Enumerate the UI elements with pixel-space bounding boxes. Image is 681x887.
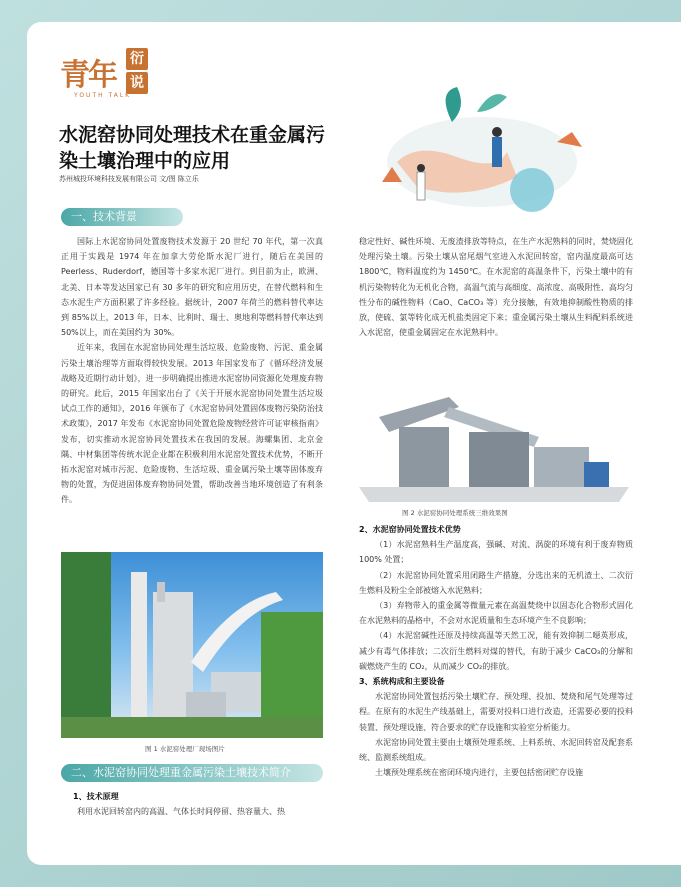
paragraph: 利用水泥回转窑内的高温、气体长时间停留、热容量大、热 [77, 807, 285, 817]
subheading-advantages: 2、水泥窑协同处置技术优势 [359, 525, 461, 534]
figure-2-caption: 图 2 水泥窑协同处理系统三维效果图 [402, 509, 508, 517]
list-item: （2）水泥窑协同处置采用闭路生产措施，分选出来的无机渣土、二次衍生燃料及粉尘全部被熔入水泥熟料； [359, 570, 633, 595]
logo-subtitle: YOUTH TALK [74, 92, 132, 99]
section-1-heading: 一、技术背景 [61, 208, 183, 226]
hero-illustration [357, 82, 607, 222]
paragraph: 土壤预处理系统在密闭环境内进行，主要包括密闭贮存设施 [375, 768, 583, 778]
list-item: （3）弃物带入的重金属等微量元素在高温焚烧中以固态化合物形式固化在水泥熟料的晶格中，不会对水泥质量和生态环境产生不良影响； [359, 601, 633, 626]
plant-3d-diagram [359, 377, 629, 505]
paragraph: 国际上水泥窑协同处置废物技术发源于 20 世纪 70 年代，第一次真正用于实践是 1974 年在加拿大劳伦斯水泥厂进行，随后在美国的 Peerless、Ruderdorf，德国等十多家水泥厂进行。到目前为止，欧洲、北美、日本等发达国家已有 30 多年的研究和应用历史，在替代燃料和生态水泥生产方面积累了许多经验。据统计，2007 年荷兰的燃料替代率达到 85%以上，2013 年，日本、比利时、瑞士、奥地利等燃料替代率达到 50%以上，而在美国约为 30%。 [61, 237, 323, 338]
right-column-body [359, 522, 633, 780]
section-2-heading: 二、水泥窑协同处理重金属污染土壤技术简介 [61, 764, 323, 782]
youth-talk-logo [60, 46, 158, 112]
logo-box-2: 说 [126, 72, 148, 94]
left-column-body [61, 234, 323, 508]
kiln-plant-photo [61, 552, 323, 738]
section-2-body [61, 789, 323, 819]
logo-main-text: 青年 [60, 58, 116, 93]
paragraph: 近年来，我国在水泥窑协同处理生活垃圾、危险废物、污泥、重金属污染土壤治理等方面取得较快发展。2013 年国家发布了《循环经济发展战略及近期行动计划》，进一步明确提出推进水泥窑协同资源化处理废弃物的研究。此后，2015 年国家出台了《关于开展水泥窑协同处置生活垃圾试点工作的通知》，2016 年颁布了《水泥窑协同处置固体废物污染防治技术政策》，2017 年发布《水泥窑协同处置危险废物经营许可证审核指南》发布，切实推动水泥窑协同处置技术在我国的发展。海螺集团、北京金隅、中材集团等传统水泥企业都在积极利用水泥窑处置技术优势，不断开拓水泥窑对城市污泥、危险废物、生活垃圾、重金属污染土壤等固体废弃物的处置，为促进固体废弃物协同处置，帮助改善当地环境创造了有利条件。 [61, 343, 323, 505]
right-column-top [359, 234, 633, 340]
article-title: 水泥窑协同处理技术在重金属污染土壤治理中的应用 [59, 124, 326, 172]
subheading-principle: 1、技术原理 [73, 792, 119, 801]
paragraph: 水泥窑协同处置包括污染土壤贮存、预处理、投加、焚烧和尾气处理等过程。在原有的水泥生产线基础上，需要对投料口进行改造，还需要必要的投料装置、预处理设施、符合要求的贮存设施和实验室分析能力。 [359, 692, 633, 732]
paragraph: 稳定性好、碱性环境、无废渣排放等特点，在生产水泥熟料的同时，焚烧固化处理污染土壤。污染土壤从窑尾烟气室进入水泥回转窑，窑内温度最高可达 1800℃，物料温度约为 1450℃。在水泥窑的高温条件下，污染土壤中的有机污染物转化为无机化合物，高温气流与高细度、高浓度、高吸附性、高均匀性分布的碱性物料（CaO、CaCO₃ 等）充分接触，有效地抑制酸性物质的排放，使硫、氯等转化成无机盐类固定下来；重金属污染土壤从生料配料系统进入水泥窑，使重金属固定在水泥熟料中。 [359, 237, 633, 338]
paragraph: 水泥窑协同处置主要由土壤预处理系统、上料系统、水泥回转窑及配套系统、监测系统组成。 [359, 737, 633, 763]
article-byline: 苏州城投环境科技发展有限公司 文/图 陈立乐 [59, 175, 199, 183]
magazine-page [27, 22, 681, 865]
list-item: （1）水泥窑熟料生产温度高，强碱、对流、涡旋的环境有利于废弃物质 100% 处置； [359, 540, 633, 565]
subheading-system: 3、系统构成和主要设备 [359, 677, 445, 687]
figure-1-caption: 图 1 水泥窑处理厂现场图片 [145, 745, 225, 753]
list-item: （4）水泥窑碱性还原及持续高温等天然工况，能有效抑制二噁英形成，减少有毒气体排放；二次衍生燃料对煤的替代，有助于减少 CaCO₃的分解和碳燃烧产生的 CO₂，从而减少 CO₂的排放。 [359, 631, 633, 671]
logo-box-1: 衍 [126, 48, 148, 70]
